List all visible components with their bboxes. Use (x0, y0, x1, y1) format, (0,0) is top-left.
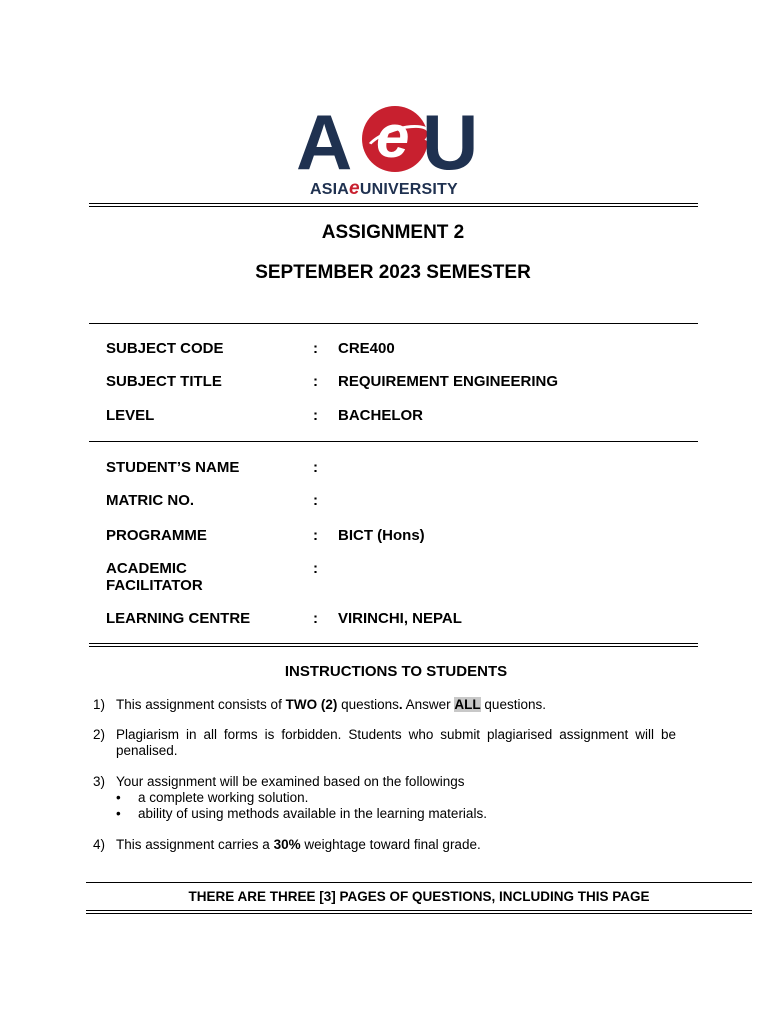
assignment-title: ASSIGNMENT 2 (321, 222, 465, 243)
pages-note: THERE ARE THREE [3] PAGES OF QUESTIONS, INCLUDING THIS PAGE (188, 889, 650, 904)
matric-no-colon: : (313, 492, 318, 509)
student-info-bottom-rule (89, 643, 698, 647)
level-label: LEVEL (106, 407, 155, 424)
subject-title-label: SUBJECT TITLE (106, 373, 222, 390)
instruction-4-text: This assignment carries a 30% weightage toward final grade. (116, 837, 481, 852)
logo-letter-u: U (422, 98, 477, 186)
learning-centre-value: VIRINCHI, NEPAL (338, 610, 462, 627)
university-logo (290, 100, 490, 200)
bullet-icon: • (116, 790, 121, 805)
subject-code-label: SUBJECT CODE (106, 340, 224, 357)
programme-label: PROGRAMME (106, 527, 207, 544)
logo-letter-a: A (296, 98, 351, 186)
academic-facilitator-label-line1: ACADEMIC (106, 560, 187, 577)
instruction-1-number: 1) (93, 697, 106, 712)
logo-letter-e: e (376, 103, 410, 170)
subject-title-colon: : (313, 373, 318, 390)
instruction-2-text: Plagiarism in all forms is forbidden. Students who submit plagiarised assignment will be penalised. (116, 727, 676, 758)
subject-code-value: CRE400 (338, 340, 395, 357)
learning-centre-colon: : (313, 610, 318, 627)
instruction-1-text: This assignment consists of TWO (2) questions. Answer ALL questions. (116, 697, 546, 712)
instruction-3-text: Your assignment will be examined based on the followings (116, 774, 465, 789)
matric-no-label: MATRIC NO. (106, 492, 195, 509)
instruction-3-number: 3) (93, 774, 106, 789)
footer-top-rule (86, 882, 752, 883)
instruction-2-number: 2) (93, 727, 106, 742)
semester-title: SEPTEMBER 2023 SEMESTER (255, 262, 531, 283)
instructions-title: INSTRUCTIONS TO STUDENTS (284, 663, 508, 680)
instruction-3-bullet-1: • a complete working solution. (116, 790, 309, 805)
programme-colon: : (313, 527, 318, 544)
footer-bottom-rule (86, 910, 752, 914)
instruction-3-bullet-2: • ability of using methods available in the learning materials. (116, 806, 487, 821)
instruction-4-number: 4) (93, 837, 106, 852)
student-info-top-rule (89, 441, 698, 442)
logo-wordmark: ASIAeUNIVERSITY (310, 178, 458, 199)
learning-centre-label: LEARNING CENTRE (106, 610, 251, 627)
all-highlight: ALL (454, 697, 481, 712)
academic-facilitator-colon: : (313, 560, 318, 577)
subject-title-value: REQUIREMENT ENGINEERING (338, 373, 559, 390)
academic-facilitator-label-line2: FACILITATOR (106, 577, 203, 594)
course-info-top-rule (89, 323, 698, 324)
level-colon: : (313, 407, 318, 424)
bullet-icon: • (116, 806, 121, 821)
header-divider (89, 203, 698, 207)
student-name-label: STUDENT’S NAME (106, 459, 240, 476)
level-value: BACHELOR (338, 407, 423, 424)
subject-code-colon: : (313, 340, 318, 357)
programme-value: BICT (Hons) (338, 527, 425, 544)
student-name-colon: : (313, 459, 318, 476)
